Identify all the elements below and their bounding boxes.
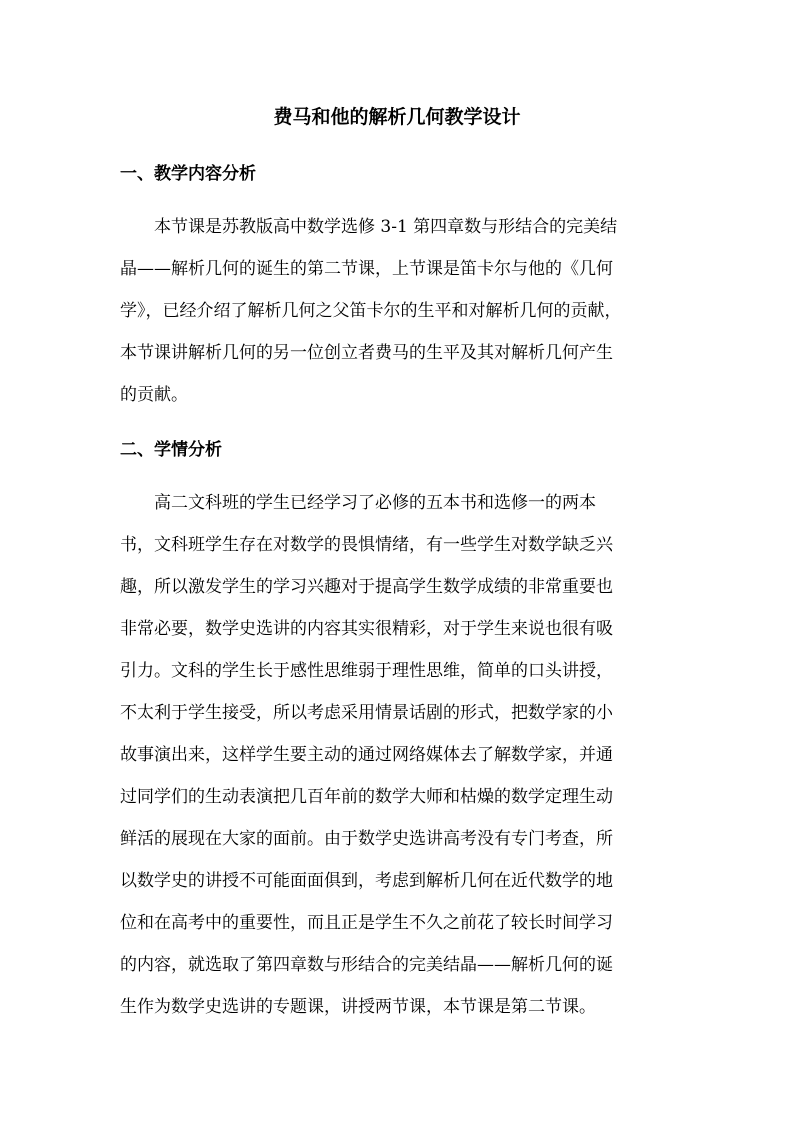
paragraph-line: 的贡献。 bbox=[120, 385, 188, 405]
paragraph-line: 趣，所以激发学生的学习兴趣对于提高学生数学成绩的非常重要也 bbox=[120, 577, 613, 597]
paragraph-line: 不太利于学生接受，所以考虑采用情景话剧的形式，把数学家的小 bbox=[120, 703, 613, 723]
paragraph-line: 晶——解析几何的诞生的第二节课，上节课是笛卡尔与他的《几何 bbox=[120, 259, 613, 279]
paragraph-line: 过同学们的生动表演把几百年前的数学大师和枯燥的数学定理生动 bbox=[120, 787, 613, 807]
paragraph-line: 非常必要，数学史选讲的内容其实很精彩，对于学生来说也很有吸 bbox=[120, 619, 613, 639]
paragraph-line: 高二文科班的学生已经学习了必修的五本书和选修一的两本 bbox=[154, 493, 596, 513]
paragraph-line: 以数学史的讲授不可能面面俱到，考虑到解析几何在近代数学的地 bbox=[120, 871, 613, 891]
paragraph-line: 的内容，就选取了第四章数与形结合的完美结晶——解析几何的诞 bbox=[120, 955, 613, 975]
paragraph-line: 鲜活的展现在大家的面前。由于数学史选讲高考没有专门考查，所 bbox=[120, 829, 613, 849]
paragraph-line: 本节课是苏教版高中数学选修 3-1 第四章数与形结合的完美结 bbox=[154, 217, 618, 237]
paragraph-line: 本节课讲解析几何的另一位创立者费马的生平及其对解析几何产生 bbox=[120, 343, 613, 363]
paragraph-line: 引力。文科的学生长于感性思维弱于理性思维，简单的口头讲授， bbox=[120, 661, 613, 681]
paragraph-line: 学》，已经介绍了解析几何之父笛卡尔的生平和对解析几何的贡献， bbox=[120, 301, 622, 321]
paragraph-line: 位和在高考中的重要性，而且正是学生不久之前花了较长时间学习 bbox=[120, 913, 613, 933]
paragraph-line: 书，文科班学生存在对数学的畏惧情绪，有一些学生对数学缺乏兴 bbox=[120, 535, 613, 555]
document-title: 费马和他的解析几何教学设计 bbox=[273, 106, 521, 128]
paragraph-line: 生作为数学史选讲的专题课，讲授两节课，本节课是第二节课。 bbox=[120, 997, 596, 1017]
section-heading-learner-analysis: 二、学情分析 bbox=[120, 440, 222, 460]
paragraph-line: 故事演出来，这样学生要主动的通过网络媒体去了解数学家，并通 bbox=[120, 745, 613, 765]
section-heading-content-analysis: 一、教学内容分析 bbox=[120, 164, 256, 184]
